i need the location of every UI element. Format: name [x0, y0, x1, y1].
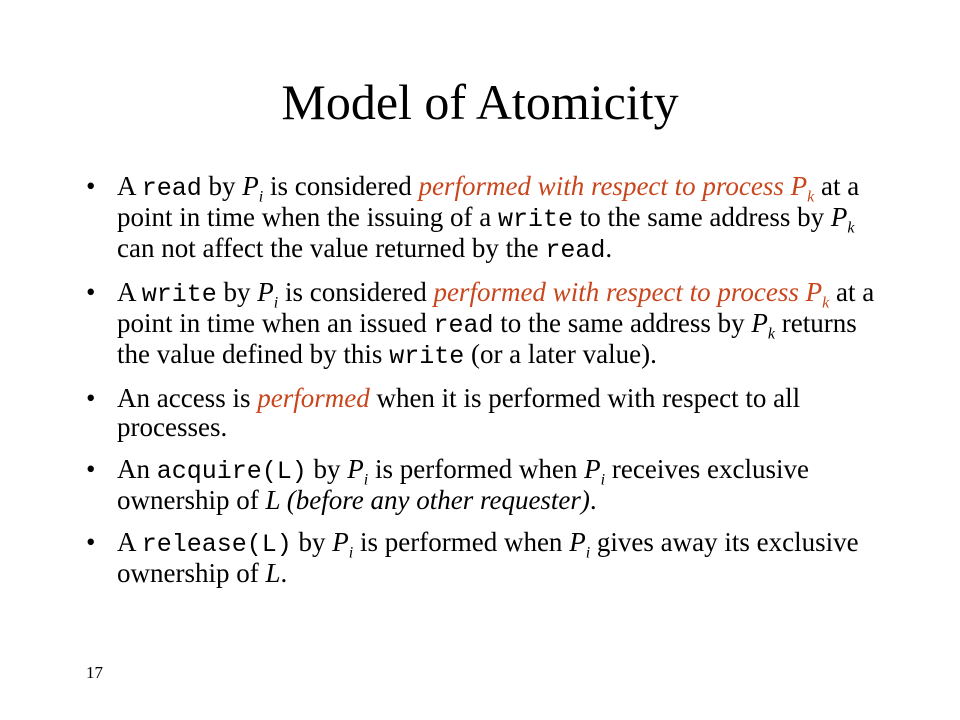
bullet-list: [80, 172, 880, 601]
emphasis-text: performed with respect to process P: [433, 277, 823, 307]
emphasis-text: performed with respect to process P: [418, 171, 808, 201]
bullet-item-access: • An access is performed when it is performed with respect to all processes.: [86, 383, 801, 442]
bullet-icon: •: [86, 527, 96, 557]
code-acquire: acquire(L): [156, 457, 307, 486]
bullet-icon: •: [86, 277, 96, 307]
code-read: read: [433, 311, 494, 340]
page-number: 17: [86, 663, 103, 682]
bullet-icon: •: [86, 454, 96, 484]
code-release: release(L): [141, 530, 292, 559]
slide-title: Model of Atomicity: [281, 74, 679, 130]
code-write: write: [389, 342, 465, 371]
bullet-item-read: • A read by $P_i$ is considered performed with respect to process $P_k$ at a point in time when the issuing of a write to the same address by $P_k$ can not affect the value returned by the read.: [86, 171, 860, 265]
bullet-icon: •: [86, 171, 96, 201]
code-write: write: [141, 280, 217, 309]
bullet-item-acquire: • An acquire(L) by $P_i$ is performed when $P_i$ receives exclusive ownership of L (before any other requester).: [86, 454, 810, 515]
bullet-item-write: • A write by $P_i$ is considered performed with respect to process $P_k$ at a point in time when an issued read to the same address by $P_k$ returns the value defined by this write (or a later value).: [86, 277, 875, 371]
code-read: read: [545, 236, 606, 265]
code-write: write: [497, 205, 573, 234]
bullet-icon: •: [86, 383, 96, 413]
emphasis-text: performed: [257, 383, 370, 413]
bullet-item-release: • A release(L) by $P_i$ is performed when $P_i$ gives away its exclusive ownership of L.: [86, 527, 859, 588]
code-read: read: [141, 174, 202, 203]
